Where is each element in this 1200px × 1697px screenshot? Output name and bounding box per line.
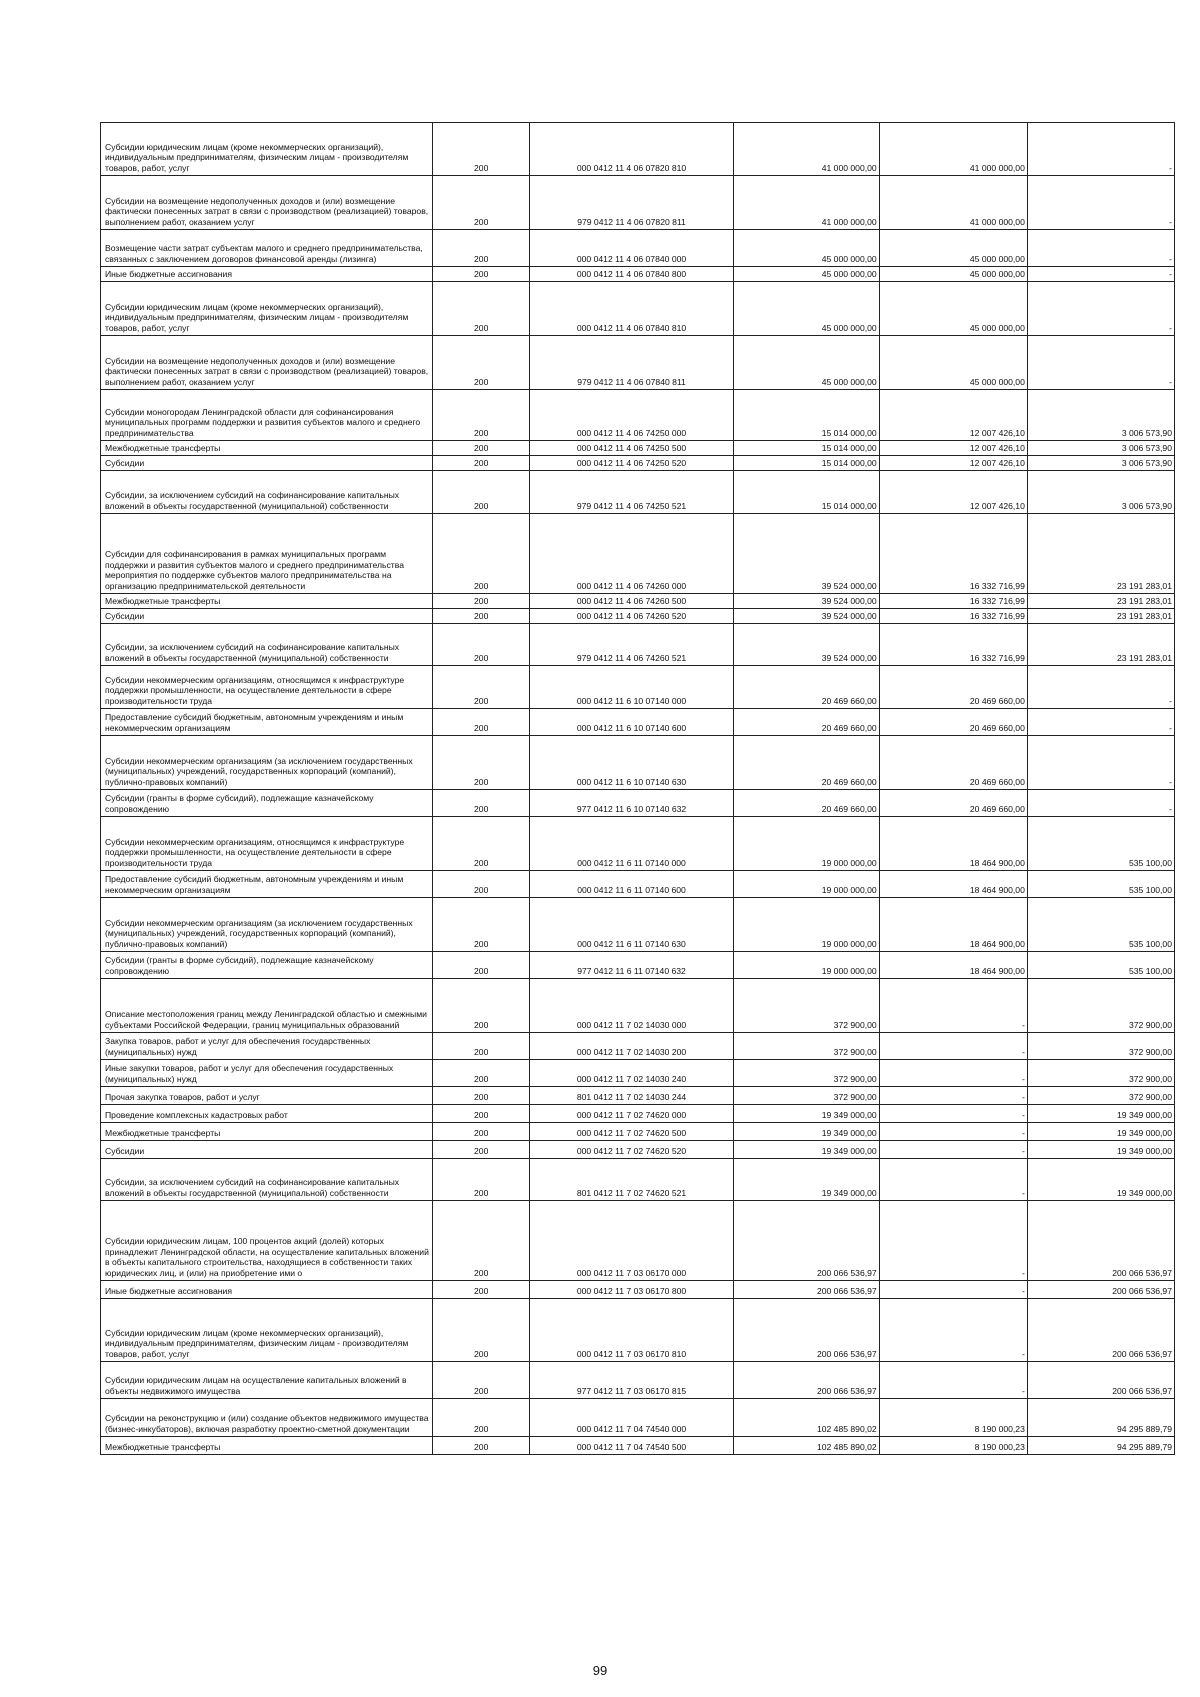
row-budget-code: 000 0412 11 7 02 14030 240 [530, 1060, 733, 1087]
row-budget-code: 000 0412 11 7 03 06170 000 [530, 1201, 733, 1281]
row-approved-amount: 45 000 000,00 [733, 230, 879, 267]
row-budget-code: 801 0412 11 7 02 74620 521 [530, 1159, 733, 1201]
row-approved-amount: 19 000 000,00 [733, 871, 879, 898]
row-executed-amount: 45 000 000,00 [879, 282, 1027, 336]
table-row [101, 1201, 1175, 1281]
row-name: Субсидии некоммерческим организациям, относящимся к инфраструктуре поддержки промышленности, на осуществление деятельности в сфере производительности труда [101, 817, 433, 871]
row-name: Субсидии для софинансирования в рамках муниципальных программ поддержки и развития субъектов малого и среднего предпринимательства мероприятия по поддержке субъектов малого предпринимательства на организацию предпринимательской деятельности [101, 514, 433, 594]
row-executed-amount: 20 469 660,00 [879, 666, 1027, 709]
table-row [101, 1437, 1175, 1455]
row-budget-code: 000 0412 11 7 02 14030 000 [530, 979, 733, 1033]
row-line-code: 200 [433, 1362, 530, 1399]
row-name: Субсидии, за исключением субсидий на софинансирование капитальных вложений в объекты государственной (муниципальной) собственности [101, 471, 433, 514]
row-executed-amount: 12 007 426,10 [879, 390, 1027, 441]
row-line-code: 200 [433, 336, 530, 390]
row-approved-amount: 372 900,00 [733, 1087, 879, 1105]
row-budget-code: 000 0412 11 6 10 07140 630 [530, 736, 733, 790]
table-row [101, 390, 1175, 441]
row-approved-amount: 20 469 660,00 [733, 736, 879, 790]
row-approved-amount: 15 014 000,00 [733, 456, 879, 471]
row-line-code: 200 [433, 790, 530, 817]
row-executed-amount: - [879, 1362, 1027, 1399]
row-budget-code: 000 0412 11 6 11 07140 000 [530, 817, 733, 871]
row-executed-amount: 20 469 660,00 [879, 790, 1027, 817]
row-line-code: 200 [433, 817, 530, 871]
row-name: Субсидии (гранты в форме субсидий), подлежащие казначейскому сопровождению [101, 952, 433, 979]
row-budget-code: 000 0412 11 7 02 14030 200 [530, 1033, 733, 1060]
row-executed-amount: 8 190 000,23 [879, 1437, 1027, 1455]
row-budget-code: 000 0412 11 7 02 74620 500 [530, 1123, 733, 1141]
row-approved-amount: 200 066 536,97 [733, 1299, 879, 1362]
table-row [101, 471, 1175, 514]
table-row [101, 817, 1175, 871]
row-executed-amount: - [879, 1087, 1027, 1105]
row-line-code: 200 [433, 1399, 530, 1437]
row-approved-amount: 15 014 000,00 [733, 390, 879, 441]
row-budget-code: 979 0412 11 4 06 74250 521 [530, 471, 733, 514]
row-line-code: 200 [433, 1281, 530, 1299]
row-executed-amount: 16 332 716,99 [879, 624, 1027, 666]
row-name: Субсидии некоммерческим организациям (за исключением государственных (муниципальных) учреждений, государственных корпораций (компаний), публично-правовых компаний) [101, 898, 433, 952]
row-line-code: 200 [433, 441, 530, 456]
row-line-code: 200 [433, 609, 530, 624]
table-row [101, 1123, 1175, 1141]
row-line-code: 200 [433, 1159, 530, 1201]
row-approved-amount: 19 349 000,00 [733, 1141, 879, 1159]
table-row [101, 336, 1175, 390]
row-unexecuted-amount: 535 100,00 [1027, 871, 1174, 898]
table-row [101, 1281, 1175, 1299]
row-unexecuted-amount: - [1027, 666, 1174, 709]
table-row [101, 1362, 1175, 1399]
row-approved-amount: 15 014 000,00 [733, 471, 879, 514]
row-executed-amount: - [879, 979, 1027, 1033]
row-approved-amount: 45 000 000,00 [733, 267, 879, 282]
row-unexecuted-amount: - [1027, 736, 1174, 790]
row-name: Субсидии моногородам Ленинградской области для софинансирования муниципальных программ поддержки и развития субъектов малого и среднего предпринимательства [101, 390, 433, 441]
row-name: Описание местоположения границ между Ленинградской областью и смежными субъектами Российской Федерации, границ муниципальных образований [101, 979, 433, 1033]
row-unexecuted-amount: 94 295 889,79 [1027, 1437, 1174, 1455]
row-line-code: 200 [433, 736, 530, 790]
row-executed-amount: 45 000 000,00 [879, 336, 1027, 390]
row-unexecuted-amount: - [1027, 176, 1174, 230]
row-approved-amount: 39 524 000,00 [733, 609, 879, 624]
table-row [101, 1087, 1175, 1105]
table-row [101, 441, 1175, 456]
row-executed-amount: - [879, 1105, 1027, 1123]
row-unexecuted-amount: 19 349 000,00 [1027, 1159, 1174, 1201]
row-unexecuted-amount: - [1027, 709, 1174, 736]
row-line-code: 200 [433, 1033, 530, 1060]
row-budget-code: 979 0412 11 4 06 74260 521 [530, 624, 733, 666]
row-executed-amount: - [879, 1201, 1027, 1281]
row-approved-amount: 19 000 000,00 [733, 817, 879, 871]
row-budget-code: 000 0412 11 4 06 74260 520 [530, 609, 733, 624]
row-budget-code: 000 0412 11 7 02 74620 520 [530, 1141, 733, 1159]
row-name: Субсидии на возмещение недополученных доходов и (или) возмещение фактически понесенных затрат в связи с производством (реализацией) товаров, выполнением работ, оказанием услуг [101, 176, 433, 230]
row-budget-code: 000 0412 11 4 06 74260 000 [530, 514, 733, 594]
row-executed-amount: - [879, 1299, 1027, 1362]
row-executed-amount: - [879, 1060, 1027, 1087]
row-name: Субсидии [101, 609, 433, 624]
row-name: Субсидии, за исключением субсидий на софинансирование капитальных вложений в объекты государственной (муниципальной) собственности [101, 624, 433, 666]
row-unexecuted-amount: 535 100,00 [1027, 952, 1174, 979]
row-line-code: 200 [433, 1105, 530, 1123]
table-row [101, 514, 1175, 594]
row-unexecuted-amount: - [1027, 336, 1174, 390]
row-approved-amount: 39 524 000,00 [733, 624, 879, 666]
row-name: Субсидии на возмещение недополученных доходов и (или) возмещение фактически понесенных затрат в связи с производством (реализацией) товаров, выполнением работ, оказанием услуг [101, 336, 433, 390]
row-executed-amount: - [879, 1141, 1027, 1159]
row-budget-code: 000 0412 11 4 06 07840 000 [530, 230, 733, 267]
table-row [101, 267, 1175, 282]
row-approved-amount: 41 000 000,00 [733, 176, 879, 230]
row-unexecuted-amount: - [1027, 282, 1174, 336]
row-line-code: 200 [433, 871, 530, 898]
row-executed-amount: 12 007 426,10 [879, 441, 1027, 456]
row-line-code: 200 [433, 456, 530, 471]
row-line-code: 200 [433, 176, 530, 230]
row-line-code: 200 [433, 514, 530, 594]
row-executed-amount: 8 190 000,23 [879, 1399, 1027, 1437]
table-row [101, 666, 1175, 709]
row-line-code: 200 [433, 1123, 530, 1141]
row-executed-amount: 16 332 716,99 [879, 514, 1027, 594]
row-approved-amount: 45 000 000,00 [733, 282, 879, 336]
row-name: Субсидии юридическим лицам (кроме некоммерческих организаций), индивидуальным предпринимателям, физическим лицам - производителям товаров, работ, услуг [101, 123, 433, 176]
row-line-code: 200 [433, 1087, 530, 1105]
row-unexecuted-amount: 3 006 573,90 [1027, 456, 1174, 471]
table-row [101, 1399, 1175, 1437]
row-name: Предоставление субсидий бюджетным, автономным учреждениям и иным некоммерческим организациям [101, 709, 433, 736]
row-unexecuted-amount: 200 066 536,97 [1027, 1362, 1174, 1399]
row-line-code: 200 [433, 952, 530, 979]
table-row [101, 709, 1175, 736]
row-name: Иные закупки товаров, работ и услуг для обеспечения государственных (муниципальных) нужд [101, 1060, 433, 1087]
row-budget-code: 000 0412 11 4 06 74250 000 [530, 390, 733, 441]
row-executed-amount: 41 000 000,00 [879, 176, 1027, 230]
row-budget-code: 000 0412 11 6 10 07140 000 [530, 666, 733, 709]
row-name: Субсидии некоммерческим организациям, относящимся к инфраструктуре поддержки промышленности, на осуществление деятельности в сфере производительности труда [101, 666, 433, 709]
row-executed-amount: 41 000 000,00 [879, 123, 1027, 176]
row-executed-amount: 18 464 900,00 [879, 871, 1027, 898]
table-row [101, 790, 1175, 817]
row-approved-amount: 19 000 000,00 [733, 952, 879, 979]
table-row [101, 736, 1175, 790]
row-approved-amount: 41 000 000,00 [733, 123, 879, 176]
row-approved-amount: 19 349 000,00 [733, 1105, 879, 1123]
row-unexecuted-amount: 23 191 283,01 [1027, 624, 1174, 666]
row-unexecuted-amount: 3 006 573,90 [1027, 390, 1174, 441]
row-budget-code: 977 0412 11 6 11 07140 632 [530, 952, 733, 979]
row-approved-amount: 372 900,00 [733, 1033, 879, 1060]
row-name: Межбюджетные трансферты [101, 441, 433, 456]
row-name: Межбюджетные трансферты [101, 1437, 433, 1455]
row-approved-amount: 372 900,00 [733, 979, 879, 1033]
row-name: Субсидии юридическим лицам (кроме некоммерческих организаций), индивидуальным предпринимателям, физическим лицам - производителям товаров, работ, услуг [101, 1299, 433, 1362]
row-line-code: 200 [433, 1299, 530, 1362]
row-executed-amount: 18 464 900,00 [879, 817, 1027, 871]
row-unexecuted-amount: 535 100,00 [1027, 817, 1174, 871]
row-unexecuted-amount: - [1027, 230, 1174, 267]
row-budget-code: 000 0412 11 7 04 74540 000 [530, 1399, 733, 1437]
row-line-code: 200 [433, 979, 530, 1033]
row-name: Субсидии, за исключением субсидий на софинансирование капитальных вложений в объекты государственной (муниципальной) собственности [101, 1159, 433, 1201]
row-line-code: 200 [433, 390, 530, 441]
row-approved-amount: 19 000 000,00 [733, 898, 879, 952]
row-name: Иные бюджетные ассигнования [101, 267, 433, 282]
table-row [101, 979, 1175, 1033]
table-row [101, 1033, 1175, 1060]
row-executed-amount: 12 007 426,10 [879, 471, 1027, 514]
row-budget-code: 000 0412 11 6 11 07140 630 [530, 898, 733, 952]
row-executed-amount: 16 332 716,99 [879, 594, 1027, 609]
row-approved-amount: 45 000 000,00 [733, 336, 879, 390]
table-row [101, 871, 1175, 898]
table-row [101, 1060, 1175, 1087]
table-row [101, 1299, 1175, 1362]
row-budget-code: 000 0412 11 4 06 74250 500 [530, 441, 733, 456]
row-line-code: 200 [433, 1437, 530, 1455]
row-budget-code: 979 0412 11 4 06 07840 811 [530, 336, 733, 390]
row-unexecuted-amount: 3 006 573,90 [1027, 441, 1174, 456]
row-budget-code: 000 0412 11 4 06 07840 810 [530, 282, 733, 336]
table-row [101, 1105, 1175, 1123]
row-budget-code: 000 0412 11 4 06 74260 500 [530, 594, 733, 609]
row-name: Субсидии [101, 456, 433, 471]
row-budget-code: 000 0412 11 4 06 74250 520 [530, 456, 733, 471]
row-name: Иные бюджетные ассигнования [101, 1281, 433, 1299]
row-approved-amount: 15 014 000,00 [733, 441, 879, 456]
row-name: Закупка товаров, работ и услуг для обеспечения государственных (муниципальных) нужд [101, 1033, 433, 1060]
row-name: Субсидии [101, 1141, 433, 1159]
table-body [101, 123, 1175, 1455]
row-unexecuted-amount: 23 191 283,01 [1027, 594, 1174, 609]
row-line-code: 200 [433, 1060, 530, 1087]
row-unexecuted-amount: 3 006 573,90 [1027, 471, 1174, 514]
table-row [101, 456, 1175, 471]
row-name: Субсидии (гранты в форме субсидий), подлежащие казначейскому сопровождению [101, 790, 433, 817]
row-executed-amount: 18 464 900,00 [879, 952, 1027, 979]
row-name: Межбюджетные трансферты [101, 594, 433, 609]
row-line-code: 200 [433, 267, 530, 282]
row-unexecuted-amount: 372 900,00 [1027, 1060, 1174, 1087]
row-executed-amount: - [879, 1123, 1027, 1141]
row-executed-amount: - [879, 1281, 1027, 1299]
row-unexecuted-amount: - [1027, 123, 1174, 176]
row-budget-code: 801 0412 11 7 02 14030 244 [530, 1087, 733, 1105]
row-executed-amount: 20 469 660,00 [879, 709, 1027, 736]
row-budget-code: 000 0412 11 7 03 06170 800 [530, 1281, 733, 1299]
table-row [101, 176, 1175, 230]
row-approved-amount: 20 469 660,00 [733, 666, 879, 709]
row-name: Субсидии некоммерческим организациям (за исключением государственных (муниципальных) учреждений, государственных корпораций (компаний), публично-правовых компаний) [101, 736, 433, 790]
row-unexecuted-amount: 23 191 283,01 [1027, 514, 1174, 594]
row-line-code: 200 [433, 666, 530, 709]
row-line-code: 200 [433, 594, 530, 609]
row-unexecuted-amount: 19 349 000,00 [1027, 1141, 1174, 1159]
row-unexecuted-amount: 19 349 000,00 [1027, 1123, 1174, 1141]
row-approved-amount: 20 469 660,00 [733, 709, 879, 736]
row-unexecuted-amount: 372 900,00 [1027, 1087, 1174, 1105]
table-row [101, 230, 1175, 267]
row-approved-amount: 200 066 536,97 [733, 1201, 879, 1281]
row-approved-amount: 372 900,00 [733, 1060, 879, 1087]
row-budget-code: 000 0412 11 6 11 07140 600 [530, 871, 733, 898]
row-line-code: 200 [433, 624, 530, 666]
row-executed-amount: 18 464 900,00 [879, 898, 1027, 952]
row-name: Субсидии юридическим лицам на осуществление капитальных вложений в объекты недвижимого имущества [101, 1362, 433, 1399]
row-budget-code: 000 0412 11 7 04 74540 500 [530, 1437, 733, 1455]
row-unexecuted-amount: 200 066 536,97 [1027, 1281, 1174, 1299]
row-line-code: 200 [433, 709, 530, 736]
row-name: Возмещение части затрат субъектам малого и среднего предпринимательства, связанных с заключением договоров финансовой аренды (лизинга) [101, 230, 433, 267]
row-budget-code: 977 0412 11 6 10 07140 632 [530, 790, 733, 817]
row-approved-amount: 39 524 000,00 [733, 594, 879, 609]
table-row [101, 123, 1175, 176]
row-unexecuted-amount: 94 295 889,79 [1027, 1399, 1174, 1437]
row-executed-amount: 45 000 000,00 [879, 267, 1027, 282]
row-executed-amount: - [879, 1033, 1027, 1060]
row-name: Проведение комплексных кадастровых работ [101, 1105, 433, 1123]
row-approved-amount: 19 349 000,00 [733, 1123, 879, 1141]
row-name: Субсидии юридическим лицам (кроме некоммерческих организаций), индивидуальным предпринимателям, физическим лицам - производителям товаров, работ, услуг [101, 282, 433, 336]
row-approved-amount: 39 524 000,00 [733, 514, 879, 594]
row-name: Субсидии юридическим лицам, 100 процентов акций (долей) которых принадлежит Ленинградской области, на осуществление капитальных вложений в объекты капитального строительства, находящиеся в собственности таких юридических лиц, и (или) на приобретение ими о [101, 1201, 433, 1281]
row-name: Прочая закупка товаров, работ и услуг [101, 1087, 433, 1105]
row-budget-code: 000 0412 11 7 03 06170 810 [530, 1299, 733, 1362]
table-row [101, 594, 1175, 609]
row-line-code: 200 [433, 123, 530, 176]
row-approved-amount: 200 066 536,97 [733, 1362, 879, 1399]
row-unexecuted-amount: 19 349 000,00 [1027, 1105, 1174, 1123]
table-row [101, 898, 1175, 952]
row-line-code: 200 [433, 471, 530, 514]
row-budget-code: 979 0412 11 4 06 07820 811 [530, 176, 733, 230]
budget-execution-table [100, 122, 1175, 1455]
row-line-code: 200 [433, 898, 530, 952]
row-executed-amount: 12 007 426,10 [879, 456, 1027, 471]
row-budget-code: 000 0412 11 4 06 07840 800 [530, 267, 733, 282]
row-name: Предоставление субсидий бюджетным, автономным учреждениям и иным некоммерческим организациям [101, 871, 433, 898]
row-line-code: 200 [433, 230, 530, 267]
row-line-code: 200 [433, 1141, 530, 1159]
row-unexecuted-amount: 23 191 283,01 [1027, 609, 1174, 624]
table-row [101, 282, 1175, 336]
row-budget-code: 000 0412 11 7 02 74620 000 [530, 1105, 733, 1123]
row-approved-amount: 102 485 890,02 [733, 1437, 879, 1455]
row-unexecuted-amount: 535 100,00 [1027, 898, 1174, 952]
row-unexecuted-amount: - [1027, 267, 1174, 282]
row-line-code: 200 [433, 1201, 530, 1281]
row-approved-amount: 19 349 000,00 [733, 1159, 879, 1201]
row-unexecuted-amount: 200 066 536,97 [1027, 1299, 1174, 1362]
table-row [101, 624, 1175, 666]
row-unexecuted-amount: - [1027, 790, 1174, 817]
table-row [101, 952, 1175, 979]
row-approved-amount: 20 469 660,00 [733, 790, 879, 817]
table-row [101, 1141, 1175, 1159]
row-approved-amount: 200 066 536,97 [733, 1281, 879, 1299]
row-executed-amount: 20 469 660,00 [879, 736, 1027, 790]
row-unexecuted-amount: 372 900,00 [1027, 1033, 1174, 1060]
page-number: 99 [592, 1663, 608, 1678]
row-budget-code: 000 0412 11 6 10 07140 600 [530, 709, 733, 736]
table-row [101, 1159, 1175, 1201]
row-name: Межбюджетные трансферты [101, 1123, 433, 1141]
row-executed-amount: - [879, 1159, 1027, 1201]
row-executed-amount: 16 332 716,99 [879, 609, 1027, 624]
row-executed-amount: 45 000 000,00 [879, 230, 1027, 267]
row-unexecuted-amount: 200 066 536,97 [1027, 1201, 1174, 1281]
row-budget-code: 977 0412 11 7 03 06170 815 [530, 1362, 733, 1399]
row-name: Субсидии на реконструкцию и (или) создание объектов недвижимого имущества (бизнес-инкубаторов), включая разработку проектно-сметной документации [101, 1399, 433, 1437]
row-approved-amount: 102 485 890,02 [733, 1399, 879, 1437]
row-unexecuted-amount: 372 900,00 [1027, 979, 1174, 1033]
row-budget-code: 000 0412 11 4 06 07820 810 [530, 123, 733, 176]
table-row [101, 609, 1175, 624]
row-line-code: 200 [433, 282, 530, 336]
